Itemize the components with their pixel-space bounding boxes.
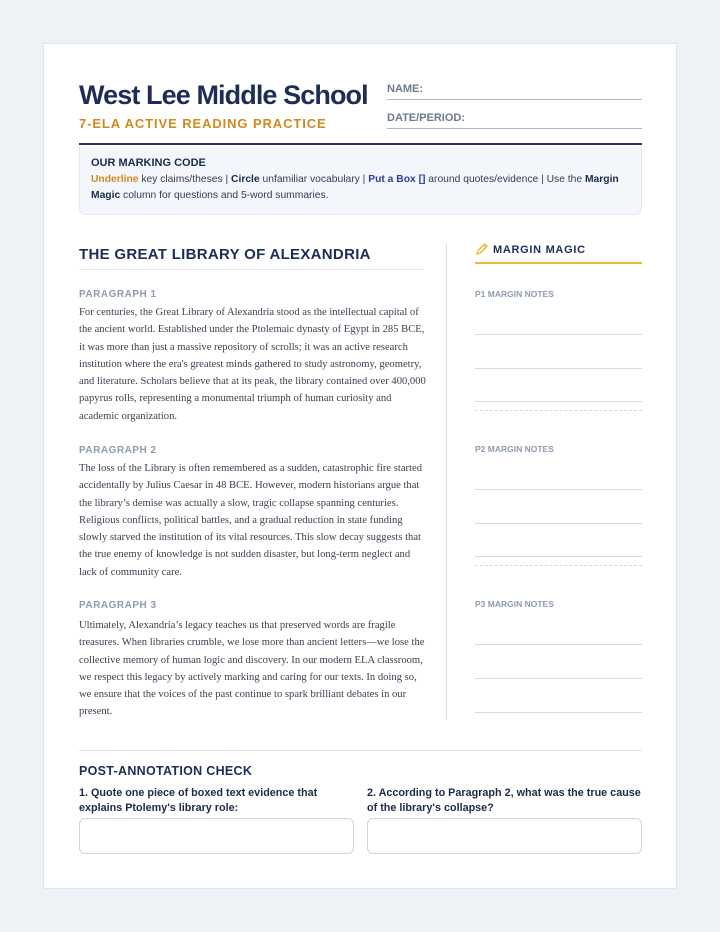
name-label: NAME: (387, 83, 424, 95)
article-title-rule (79, 269, 424, 270)
paragraph-2-text: The loss of the Library is often remembered as a sudden, catastrophic fire started accidentally by Julius Caesar in 48 BCE. However, modern historians argue that the library’s demise was actually a slow, tragic collapse spanning centuries. Religious conflicts, political battles, and a gradual reduction in state funding slowly starved the institution of its vital resources. This slow decay suggests that the true enemy of knowledge is not sudden disaster, but long-term neglect and lack of community care. (79, 463, 422, 578)
underline-term: Underline (91, 174, 139, 185)
column-divider (446, 244, 447, 720)
p3-margin-notes-label: P3 MARGIN NOTES (475, 599, 554, 609)
note-line[interactable] (475, 489, 642, 490)
note-line[interactable] (475, 556, 642, 557)
header-rule (79, 143, 642, 145)
answer-2-box[interactable] (367, 818, 642, 854)
marking-code-title: OUR MARKING CODE (91, 157, 206, 169)
note-line[interactable] (475, 368, 642, 369)
note-line[interactable] (475, 678, 642, 679)
paragraph-3-label: PARAGRAPH 3 (79, 600, 157, 611)
note-line[interactable] (475, 334, 642, 335)
p2-margin-notes-label: P2 MARGIN NOTES (475, 444, 554, 454)
paragraph-1-label: PARAGRAPH 1 (79, 289, 157, 300)
note-line[interactable] (475, 523, 642, 524)
paragraph-3-text: Ultimately, Alexandria’s legacy teaches us that preserved words are fragile treasures. When libraries crumble, we lose more than ancient letters—we lose the collective memory of human logic and discovery. In our modern ELA classroom, we respect this legacy by actively marking and caring for our texts. In doing so, we ensure that the voices of the past continue to spark brilliant debates in our present. (79, 620, 425, 718)
answer-1-box[interactable] (79, 818, 354, 854)
note-line[interactable] (475, 712, 642, 713)
pencil-icon (475, 242, 489, 256)
date-period-label: DATE/PERIOD: (387, 112, 466, 124)
school-name: West Lee Middle School (79, 80, 368, 110)
margin-magic-header (475, 242, 642, 264)
worksheet (43, 43, 677, 889)
name-field[interactable] (387, 83, 642, 100)
box-term: Put a Box [] (368, 174, 426, 185)
question-2: 2. According to Paragraph 2, what was the true cause of the library's collapse? (367, 787, 641, 814)
margin-magic-title: MARGIN MAGIC (493, 244, 586, 256)
note-separator (475, 565, 642, 566)
p1-margin-notes-label: P1 MARGIN NOTES (475, 289, 554, 299)
paragraph-2-label: PARAGRAPH 2 (79, 445, 157, 456)
paragraph-1-text: For centuries, the Great Library of Alexandria stood as the intellectual capital of the ancient world. Established under the Ptolemaic dynasty of Egypt in 285 BCE, it was more than just a massive repository of scrolls; it was an active research institution where the era's greatest minds gathered to study astronomy, geometry, and literature. Scholars believe that at its peak, the library contained over 400,000 papyrus rolls, representing a monumental triumph of human curiosity and academic organization. (79, 307, 426, 422)
date-period-field[interactable] (387, 112, 642, 129)
note-line[interactable] (475, 644, 642, 645)
margin-magic-term: Margin Magic (91, 174, 619, 201)
marking-code-text: Underline key claims/theses | Circle unfamiliar vocabulary | Put a Box [] around quotes/evidence | Use the Margin Magic column for questions and 5-word summaries. (91, 174, 619, 201)
section-rule (79, 750, 642, 751)
worksheet-subtitle: 7-ELA ACTIVE READING PRACTICE (79, 116, 327, 131)
note-line[interactable] (475, 401, 642, 402)
article-title: THE GREAT LIBRARY OF ALEXANDRIA (79, 246, 371, 263)
post-annotation-check-title: POST-ANNOTATION CHECK (79, 764, 253, 778)
circle-term: Circle (231, 174, 260, 185)
question-1: 1. Quote one piece of boxed text evidence that explains Ptolemy's library role: (79, 787, 318, 814)
marking-code-box (79, 147, 642, 215)
note-separator (475, 410, 642, 411)
